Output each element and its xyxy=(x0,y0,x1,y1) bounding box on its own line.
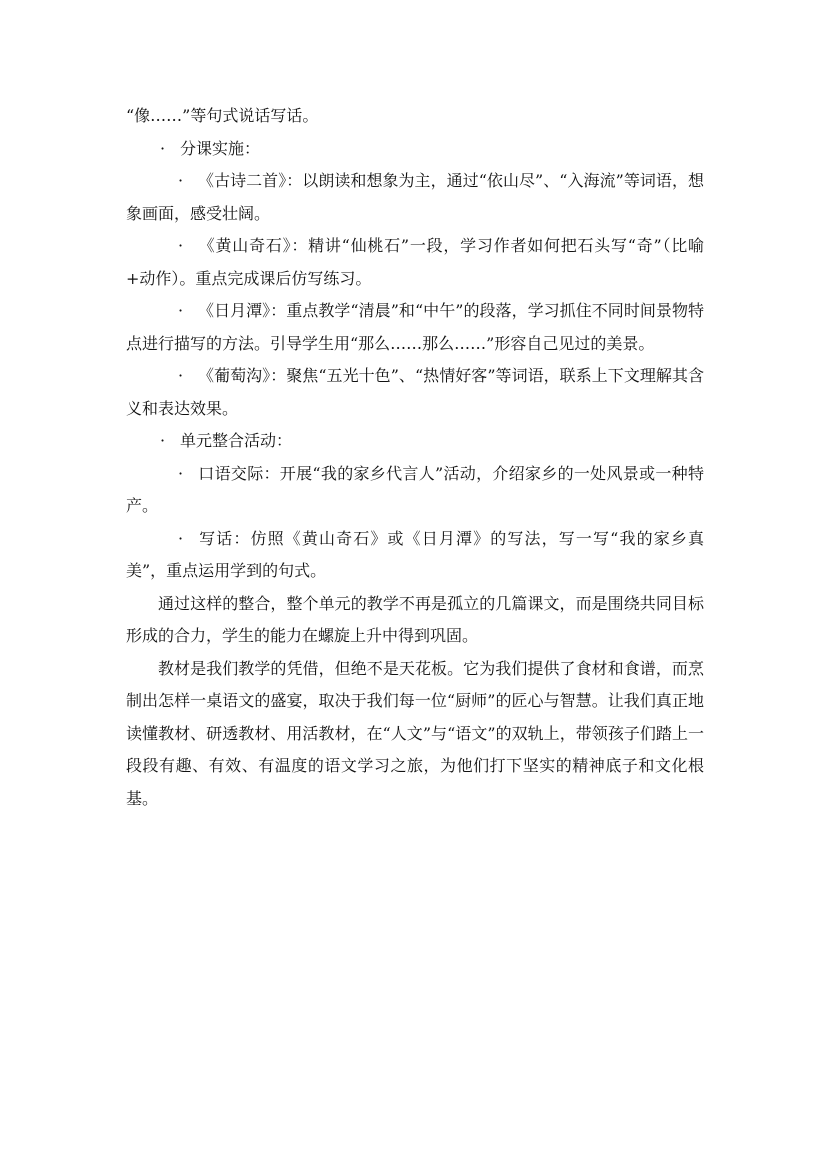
paragraph-text: 教材是我们教学的凭借，但绝不是天花板。它为我们提供了食材和食谱，而烹制出怎样一桌语文的盛宴，取决于我们每一位“厨师”的匠心与智慧。让我们真正地读懂教材、研透教材、用活教材，在“人文”与“语文”的双轨上，带领孩子们踏上一段段有趣、有效、有温度的语文学习之旅，为他们打下坚实的精神底子和文化根基。 xyxy=(126,658,704,808)
bullet-dot: · xyxy=(178,301,184,320)
section-heading-text: 分课实施： xyxy=(180,138,261,158)
bullet-dot: · xyxy=(178,366,184,385)
paragraph-text: “像……”等句式说话写话。 xyxy=(126,106,319,125)
list-item-grape-valley xyxy=(126,360,704,425)
body-paragraph-conclusion xyxy=(126,653,704,816)
list-item-text: 《葡萄沟》：聚焦“五光十色”、“热情好客”等词语，联系上下文理解其含义和表达效果。 xyxy=(126,366,704,418)
list-item-text: 口语交际：开展“我的家乡代言人”活动，介绍家乡的一处风景或一种特产。 xyxy=(126,463,704,515)
list-item-text: 《日月潭》：重点教学“清晨”和“中午”的段落，学习抓住不同时间景物特点进行描写的方法。引导学生用“那么……那么……”形容自己见过的美景。 xyxy=(126,301,704,353)
continuation-line xyxy=(126,100,704,133)
bullet-dot: · xyxy=(178,463,184,483)
bullet-dot: · xyxy=(178,236,184,255)
body-paragraph-integration xyxy=(126,588,704,653)
list-item-text: 《黄山奇石》：精讲“仙桃石”一段，学习作者如何把石头写“奇”（比喻+动作）。重点完成课后仿写练习。 xyxy=(126,236,704,288)
list-item-huangshan xyxy=(126,230,704,295)
list-item-oral-communication xyxy=(126,458,704,523)
list-item-sun-moon-lake xyxy=(126,295,704,360)
section-heading-unit-activities xyxy=(126,425,704,458)
list-item-writing xyxy=(126,523,704,588)
bullet-dot: · xyxy=(178,528,184,548)
bullet-dot: · xyxy=(160,431,166,450)
list-item-ancient-poems xyxy=(126,165,704,230)
list-item-text: 《古诗二首》：以朗读和想象为主，通过“依山尽”、“入海流”等词语，想象画面，感受壮阔。 xyxy=(126,171,704,223)
section-heading-lesson-plan xyxy=(126,133,704,166)
paragraph-text: 通过这样的整合，整个单元的教学不再是孤立的几篇课文，而是围绕共同目标形成的合力，学生的能力在螺旋上升中得到巩固。 xyxy=(126,593,704,645)
list-item-text: 写话：仿照《黄山奇石》或《日月潭》的写法，写一写“我的家乡真美”，重点运用学到的句式。 xyxy=(126,528,704,580)
bullet-dot: · xyxy=(178,171,184,190)
bullet-dot: · xyxy=(160,138,166,158)
document-body xyxy=(126,100,704,815)
section-heading-text: 单元整合活动： xyxy=(180,431,293,450)
